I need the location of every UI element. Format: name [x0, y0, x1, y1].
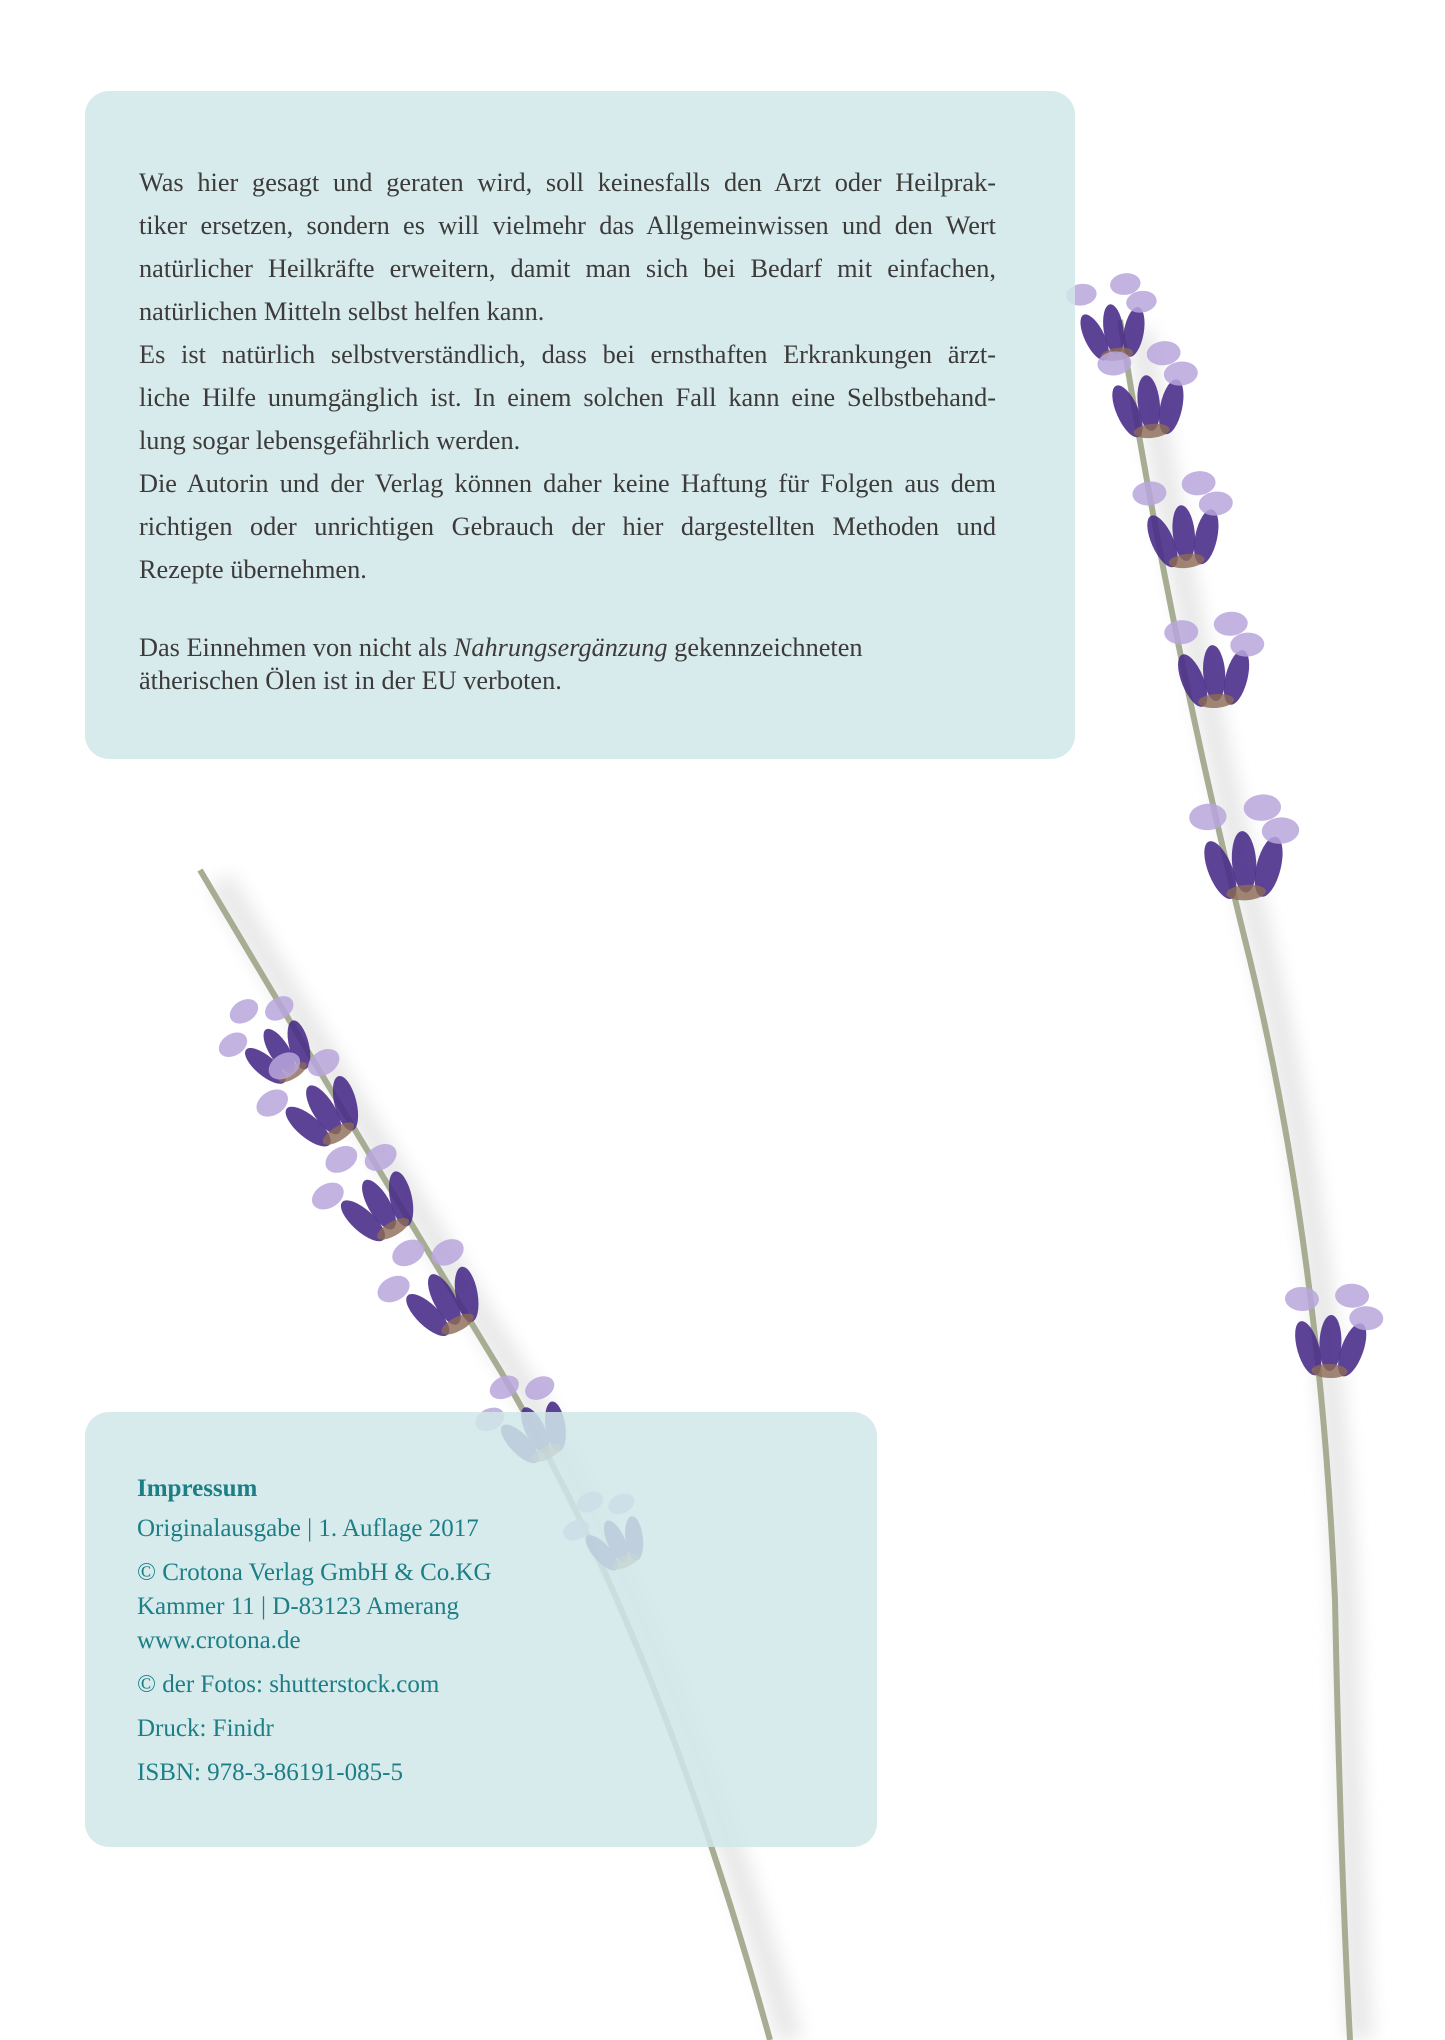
lavender-floret [1163, 610, 1268, 713]
eu-note [139, 631, 996, 664]
imprint-publisher: © Crotona Verlag GmbH & Co.KG [137, 1559, 492, 1586]
eu-note-line-2: ätherischen Ölen ist in der EU verboten. [139, 666, 562, 695]
disclaimer-line: natürlicher Heilkräfte erweitern, damit man sich bei Bedarf mit einfachen, [139, 254, 996, 283]
imprint-photo-credit: © der Fotos: shutterstock.com [137, 1671, 440, 1698]
spacer [137, 1658, 837, 1668]
disclaimer-line: Rezepte übernehmen. [139, 555, 367, 584]
imprint-heading: Impressum [137, 1475, 258, 1502]
lavender-floret [1131, 468, 1239, 574]
eu-note-emphasis: Nahrungsergänzung [453, 633, 668, 662]
spacer [137, 1546, 837, 1556]
spacer [137, 1702, 837, 1712]
disclaimer-line: Es ist natürlich selbstverständlich, dass bei ernsthaften Erkrankungen ärzt- [139, 340, 996, 369]
lavender-sprig-right [1064, 269, 1384, 2040]
eu-note-end: gekennzeichneten [667, 633, 863, 662]
lavender-floret [1188, 792, 1304, 905]
disclaimer-line: tiker ersetzen, sondern es will vielmehr das Allgemeinwissen und den Wert [139, 211, 996, 240]
disclaimer-box [85, 91, 1075, 759]
disclaimer-line: Was hier gesagt und geraten wird, soll keinesfalls den Arzt oder Heilprak- [139, 168, 996, 197]
imprint-address: Kammer 11 | D-83123 Amerang [137, 1593, 460, 1620]
imprint-isbn: ISBN: 978-3-86191-085-5 [137, 1759, 403, 1786]
lavender-floret [1096, 338, 1204, 444]
imprint-printer: Druck: Finidr [137, 1715, 274, 1742]
disclaimer-line: liche Hilfe unumgänglich ist. In einem solchen Fall kann eine Selbstbehand- [139, 383, 996, 412]
disclaimer-line: richtigen oder unrichtigen Gebrauch der hier dargestellten Methoden und [139, 512, 996, 541]
eu-note-start: Das Einnehmen von nicht als [139, 633, 454, 662]
imprint-box [85, 1412, 877, 1847]
imprint-edition: Originalausgabe | 1. Auflage 2017 [137, 1515, 479, 1542]
spacer [137, 1746, 837, 1756]
paragraph-gap [139, 591, 996, 631]
disclaimer-line: Die Autorin und der Verlag können daher keine Haftung für Folgen aus dem [139, 469, 996, 498]
imprint-website[interactable]: www.crotona.de [137, 1627, 301, 1654]
disclaimer-line: natürlichen Mitteln selbst helfen kann. [139, 297, 545, 326]
disclaimer-line: lung sogar lebensgefährlich werden. [139, 426, 521, 455]
